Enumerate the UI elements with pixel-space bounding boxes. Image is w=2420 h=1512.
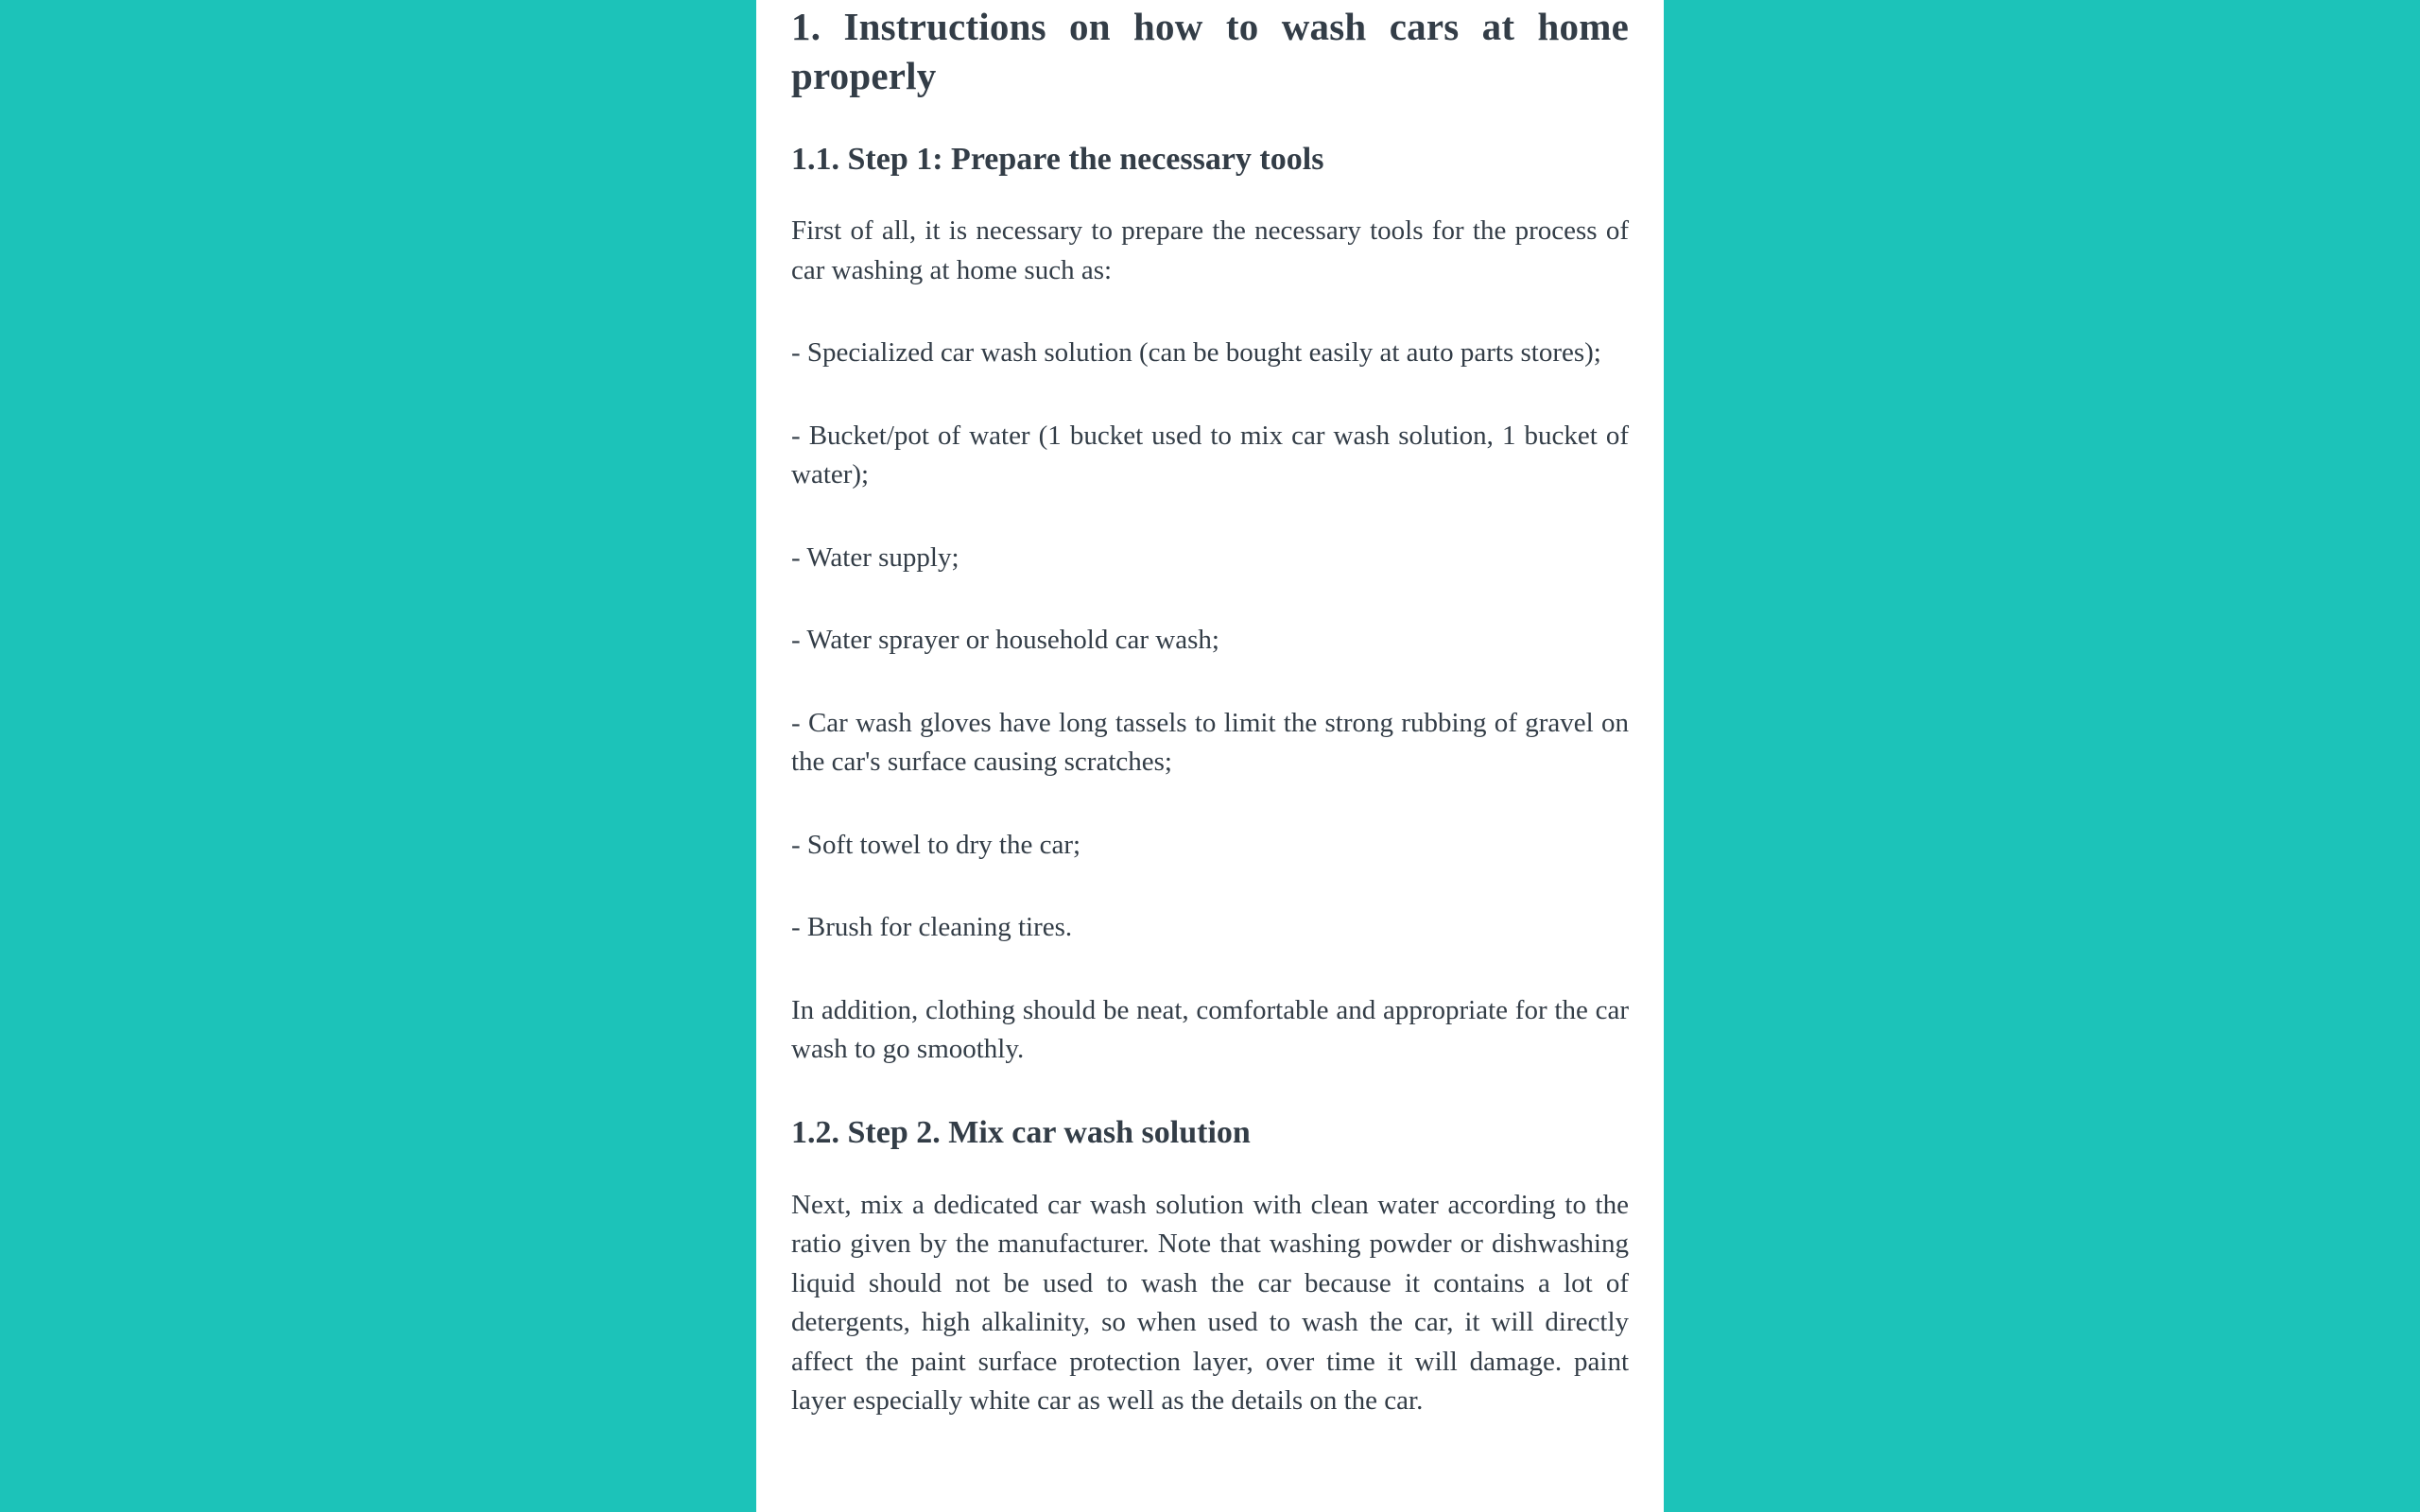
tool-item: - Water supply; <box>791 541 959 573</box>
tool-item: - Soft towel to dry the car; <box>791 829 1081 860</box>
tool-item: - Specialized car wash solution (can be bought easily at auto parts stores); <box>791 337 1601 368</box>
tool-item: - Brush for cleaning tires. <box>791 912 1073 942</box>
tool-item: - Bucket/pot of water (1 bucket used to mix car wash solution, 1 bucket of water); <box>791 420 1629 490</box>
step1-intro: First of all, it is necessary to prepare the necessary tools for the process of car washing at home such as: <box>791 215 1629 285</box>
step2-heading: 1.2. Step 2. Mix car wash solution <box>791 1114 1251 1150</box>
tool-item: - Water sprayer or household car wash; <box>791 625 1219 655</box>
step1-heading: 1.1. Step 1: Prepare the necessary tools <box>791 142 1324 177</box>
step2-body: Next, mix a dedicated car wash solution with clean water according to the ratio given by the manufacturer. Note that washing powder or dishwashing liquid should not be used to wash the car because it contains a lot of detergents, high alkalinity, so when used to wash the car, it will directly affect the paint surface protection layer, over time it will damage. paint layer especially white car as well as the details on the car. <box>791 1189 1629 1416</box>
article-title: 1. Instructions on how to wash cars at home properly <box>791 5 1629 97</box>
tool-item: - Car wash gloves have long tassels to limit the strong rubbing of gravel on the car's surface causing scratches; <box>791 707 1629 777</box>
article-page <box>756 0 1664 1512</box>
step1-outro: In addition, clothing should be neat, comfortable and appropriate for the car wash to go smoothly. <box>791 994 1629 1064</box>
